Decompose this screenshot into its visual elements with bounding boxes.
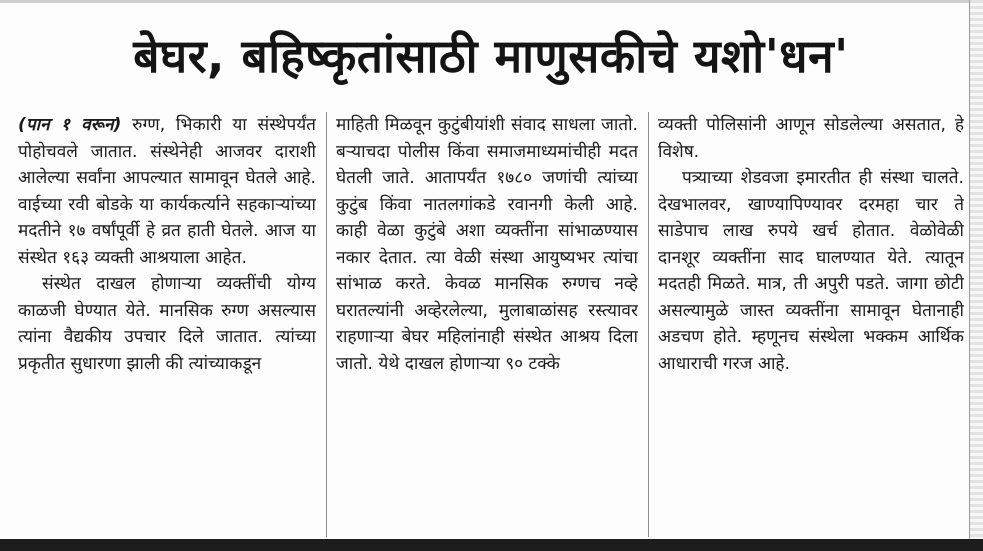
column-divider — [326, 112, 327, 537]
article-body — [18, 112, 966, 537]
bottom-band — [0, 539, 983, 551]
column-2-paragraph-1: माहिती मिळवून कुटुंबीयांशी संवाद साधला जातो. बऱ्याचदा पोलीस किंवा समाजमाध्यमांचीही मदत घेतली जाते. आतापर्यंत १७८० जणांची त्यांच्या कुटुंब किंवा नातलगांकडे रवानगी केली आहे. काही वेळा कुटुंबे अशा व्यक्तींना सांभाळण्यास नकार देतात. त्या वेळी संस्था आयुष्यभर त्यांचा सांभाळ करते. केवळ मानसिक रुग्णच नव्हे घरातल्यांनी अव्हेरलेल्या, मुलाबाळांसह रस्त्यावर राहणाऱ्या बेघर महिलांनाही संस्थेत आश्रय दिला जातो. येथे दाखल होणाऱ्या ९० टक्के — [336, 115, 638, 374]
continuation-marker: (पान १ वरून) — [18, 115, 122, 135]
column-divider — [648, 112, 649, 537]
column-1-paragraph-1 — [18, 112, 316, 271]
article-column-3 — [658, 112, 964, 537]
column-3-paragraph-1: व्यक्ती पोलिसांनी आणून सोडलेल्या असतात, हे विशेष. — [658, 115, 964, 162]
column-1-paragraph-1-text: रुग्ण, भिकारी या संस्थेपर्यंत पोहोचवले जातात. संस्थेनेही आजवर दाराशी आलेल्या सर्वांना आपल्यात सामावून घेतले आहे. वाईच्या रवी बोडके या कार्यकर्त्याने सहकाऱ्यांच्या मदतीने १७ वर्षांपूर्वी हे व्रत हाती घेतले. आज या संस्थेत १६३ व्यक्ती आश्रयाला आहेत. — [18, 115, 316, 268]
top-rule — [0, 0, 983, 3]
page-edge-border — [969, 0, 983, 551]
column-3-paragraph-2: पत्र्याच्या शेडवजा इमारतीत ही संस्था चालते. देखभालवर, खाण्यापिण्यावर दरमहा चार ते साडेपाच लाख रुपये खर्च होतात. वेळोवेळी दानशूर व्यक्तींना साद घालण्यात येते. त्यातून मदतही मिळते. मात्र, ती अपुरी पडते. जागा छोटी असल्यामुळे जास्त व्यक्तींना सामावून घेतानाही अडचण होते. म्हणूनच संस्थेला भक्कम आर्थिक आधाराची गरज आहे. — [658, 168, 964, 374]
article-column-1 — [18, 112, 316, 537]
column-1-paragraph-2: संस्थेत दाखल होणाऱ्या व्यक्तींची योग्य काळजी घेण्यात येते. मानसिक रुग्ण असल्यास त्यांना वैद्यकीय उपचार दिले जातात. त्यांच्या प्रकृतीत सुधारणा झाली की त्यांच्याकडून — [18, 274, 316, 374]
headline: बेघर, बहिष्कृतांसाठी माणुसकीचे यशो'धन' — [133, 29, 849, 83]
article-column-2 — [336, 112, 638, 537]
